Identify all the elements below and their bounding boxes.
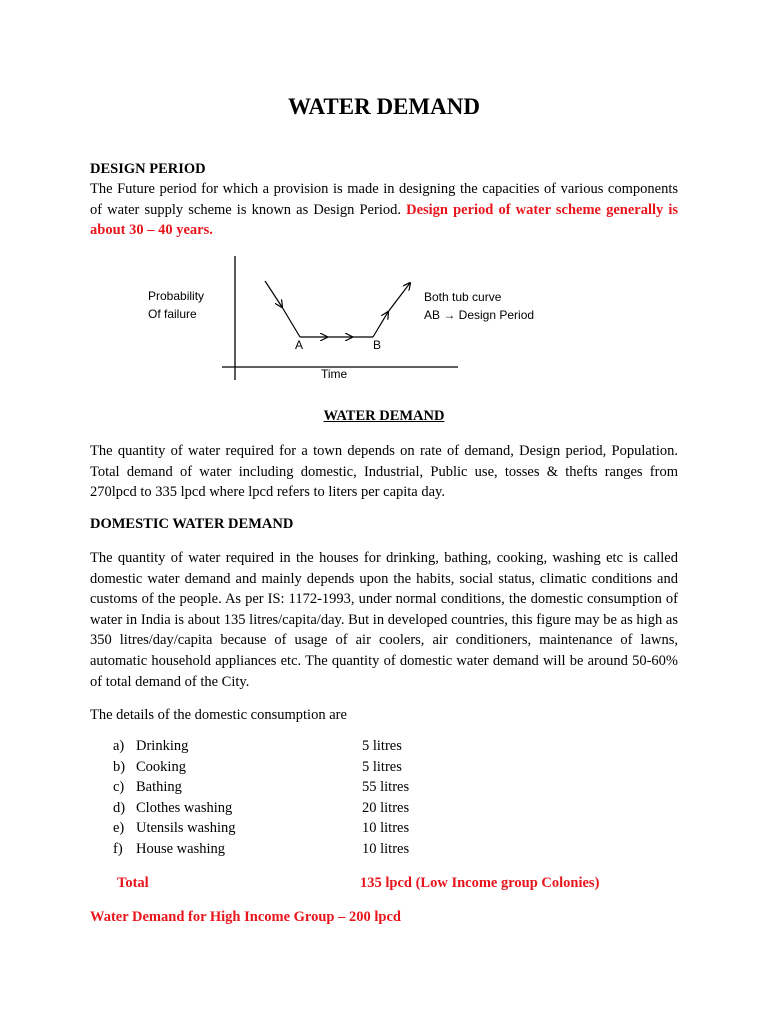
list-item-qty: 10 litres [362,820,410,836]
domestic-paragraph: The quantity of water required in the houses for drinking, bathing, cooking, washing etc is called domestic water demand and mainly depends upon the habits, social status, climatic conditions and customs of the people. As per IS: 1172-1993, under normal conditions, the domestic consumption of water in India is about 135 litres/capita/day. But in developed countries, this figure may be as high as 350 litres/day/capita because of usage of air coolers, air conditioners, maintenance of lawns, automatic household appliances etc. The quantity of domestic water demand will be around 50-60% of total demand of the City. [90,550,678,690]
water-demand-paragraph: The quantity of water required for a town depends on rate of demand, Design period, Population. Total demand of water including domestic, Industrial, Public use, tosses & thefts ranges from 270lpcd to 335 lpcd where lpcd refers to liters per capita day. [90,443,678,501]
point-a-label: A [295,338,304,352]
curve-ascend-2 [388,283,410,312]
list-item-qty: 5 litres [362,738,402,754]
list-item [0,738,768,758]
list-item [0,759,768,779]
list-item [0,779,768,799]
note-line2: AB → Design Period [424,308,535,322]
list-marker: a) [113,738,125,754]
page-title: WATER DEMAND [288,94,480,119]
y-label-line1: Probability [148,289,205,303]
list-item-name: Cooking [136,759,186,775]
list-marker: c) [113,779,125,795]
list-item [0,800,768,820]
list-marker: d) [113,800,126,816]
list-item-name: Clothes washing [136,800,233,816]
curve-descend-2 [282,307,300,337]
list-item [0,820,768,840]
design-period-heading: DESIGN PERIOD [90,161,206,177]
water-demand-heading: WATER DEMAND [323,408,445,424]
list-marker: e) [113,820,125,836]
x-label: Time [321,367,348,381]
design-period-text: The Future period for which a provision is made in designing the capacities of various components of water supply scheme is known as Design Period. [90,181,678,218]
list-marker: f) [113,841,123,857]
point-b-label: B [373,338,382,352]
list-item-name: Utensils washing [136,820,236,836]
design-period-highlight: Design period of water scheme generally is about 30 – 40 years. [90,201,679,239]
list-marker: b) [113,759,126,775]
curve-ascend-1 [373,312,388,337]
list-item-name: Bathing [136,779,182,795]
list-item-name: House washing [136,841,226,857]
total-label: Total [117,875,149,891]
bathtub-curve-diagram [0,250,768,390]
total-value: 135 lpcd (Low Income group Colonies) [360,875,600,891]
domestic-intro: The details of the domestic consumption are [90,707,347,723]
list-item-qty: 5 litres [362,759,402,775]
note-line1: Both tub curve [424,290,502,304]
curve-descend-1 [265,281,282,307]
list-item-qty: 20 litres [362,800,410,816]
high-income-demand: Water Demand for High Income Group – 200 lpcd [90,909,401,925]
design-period-paragraph [90,179,678,241]
list-item-qty: 10 litres [362,841,410,857]
domestic-heading: DOMESTIC WATER DEMAND [90,516,294,532]
y-label-line2: Of failure [148,307,197,321]
list-item-qty: 55 litres [362,779,410,795]
list-item [0,841,768,861]
list-item-name: Drinking [136,738,189,754]
